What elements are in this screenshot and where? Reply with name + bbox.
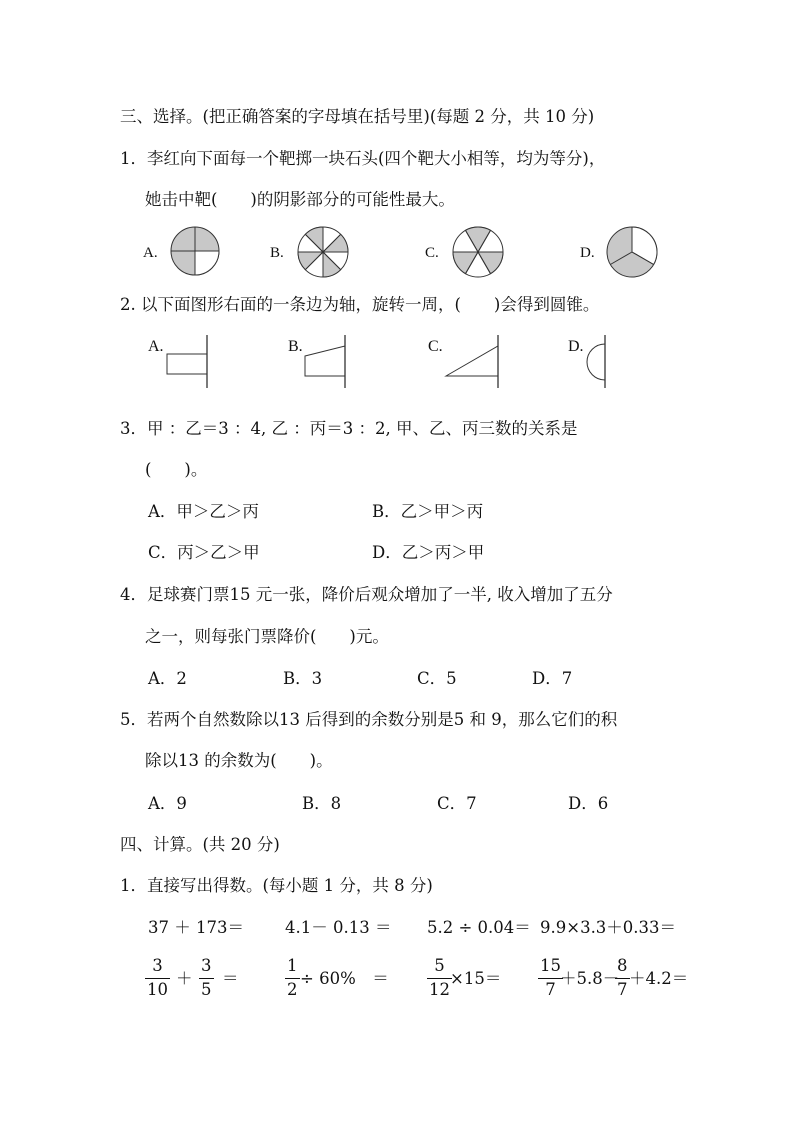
calc-2: 4.1－ 0.13 ＝ (285, 918, 392, 937)
numerator: 1 (287, 956, 298, 975)
calc-5-equals: ＝ (222, 969, 239, 988)
target-c-sixths-diagram (452, 226, 504, 278)
q1-line1: 1．李红向下面每一个靶掷一块石头(四个靶大小相等，均为等分)， (120, 149, 606, 168)
calc-7-frac (427, 958, 452, 998)
calc-8-rest: ＋4.2＝ (629, 969, 689, 988)
q2-option-a-label: A. (148, 338, 164, 355)
numerator: 3 (152, 956, 163, 975)
denominator: 7 (545, 979, 556, 999)
q4-option-a: A．2 (148, 669, 187, 688)
calc-6-frac (285, 958, 300, 998)
q5-option-c: C．7 (437, 794, 477, 813)
shape-c-right-triangle-diagram (443, 332, 505, 392)
shape-d-semicircle-diagram (584, 332, 614, 392)
target-b-eighths-diagram (297, 226, 349, 278)
denominator: 7 (617, 979, 628, 999)
denominator: 10 (147, 979, 168, 999)
calc-3: 5.2 ÷ 0.04＝ (427, 918, 531, 937)
q1-line2: 她击中靶( )的阴影部分的可能性最大。 (145, 190, 455, 209)
calc-6-rest: ÷ 60% ＝ (300, 969, 389, 988)
q3-option-a: A．甲＞乙＞丙 (148, 502, 259, 521)
q2-option-d-label: D. (568, 338, 584, 355)
q4-option-c: C．5 (417, 669, 457, 688)
calc-8-frac-2 (615, 958, 630, 998)
q5-option-a: A．9 (148, 794, 187, 813)
denominator: 2 (287, 979, 298, 999)
q4-line1: 4．足球赛门票15 元一张，降价后观众增加了一半, 收入增加了五分 (120, 585, 613, 604)
q3-option-b: B．乙＞甲＞丙 (372, 502, 484, 521)
q2-option-b-label: B. (288, 338, 303, 355)
section-3-heading: 三、选择。(把正确答案的字母填在括号里)(每题 2 分，共 10 分) (120, 107, 595, 126)
q3-option-d: D．乙＞丙＞甲 (372, 543, 485, 562)
numerator: 15 (540, 956, 561, 975)
sub1-heading: 1．直接写出得数。(每小题 1 分，共 8 分) (120, 876, 433, 895)
q1-option-c-label: C. (425, 245, 439, 261)
q5-line1: 5．若两个自然数除以13 后得到的余数分别是5 和 9，那么它们的积 (120, 710, 618, 729)
numerator: 8 (617, 956, 628, 975)
q5-option-d: D．6 (568, 794, 609, 813)
calc-1: 37 ＋ 173＝ (148, 918, 244, 937)
q4-line2: 之一，则每张门票降价( )元。 (145, 627, 389, 646)
q3-line2: ( )。 (145, 460, 208, 479)
target-a-quarters-diagram (170, 226, 220, 276)
numerator: 5 (434, 956, 445, 975)
q4-option-b: B．3 (283, 669, 323, 688)
q1-option-a-label: A. (143, 245, 158, 261)
q1-option-d-label: D. (580, 245, 595, 261)
q5-line2: 除以13 的余数为( )。 (145, 751, 333, 770)
calc-4: 9.9×3.3＋0.33＝ (540, 918, 677, 937)
calc-5-operator: ＋ (176, 969, 193, 988)
q3-line1: 3．甲 ：乙＝3 ：4, 乙 ：丙＝3 ：2, 甲、乙、丙三数的关系是 (120, 419, 578, 438)
q3-option-c: C．丙＞乙＞甲 (148, 543, 260, 562)
calc-5-frac-1 (145, 958, 170, 998)
q2-option-c-label: C. (428, 338, 443, 355)
calc-8-mid: ＋5.8－ (560, 969, 620, 988)
q4-option-d: D．7 (532, 669, 573, 688)
numerator: 3 (201, 956, 212, 975)
shape-a-rectangle-diagram (164, 332, 214, 392)
shape-b-trapezoid-diagram (302, 332, 352, 392)
calc-5-frac-2 (199, 958, 214, 998)
q1-option-b-label: B. (270, 245, 284, 261)
denominator: 12 (429, 979, 450, 999)
q2-text: 2. 以下面图形右面的一条边为轴，旋转一周，( )会得到圆锥。 (120, 295, 600, 314)
section-4-heading: 四、计算。(共 20 分) (120, 835, 280, 854)
target-d-thirds-diagram (606, 226, 658, 278)
q5-option-b: B．8 (302, 794, 342, 813)
denominator: 5 (201, 979, 212, 999)
calc-7-rest: ×15＝ (450, 969, 502, 988)
